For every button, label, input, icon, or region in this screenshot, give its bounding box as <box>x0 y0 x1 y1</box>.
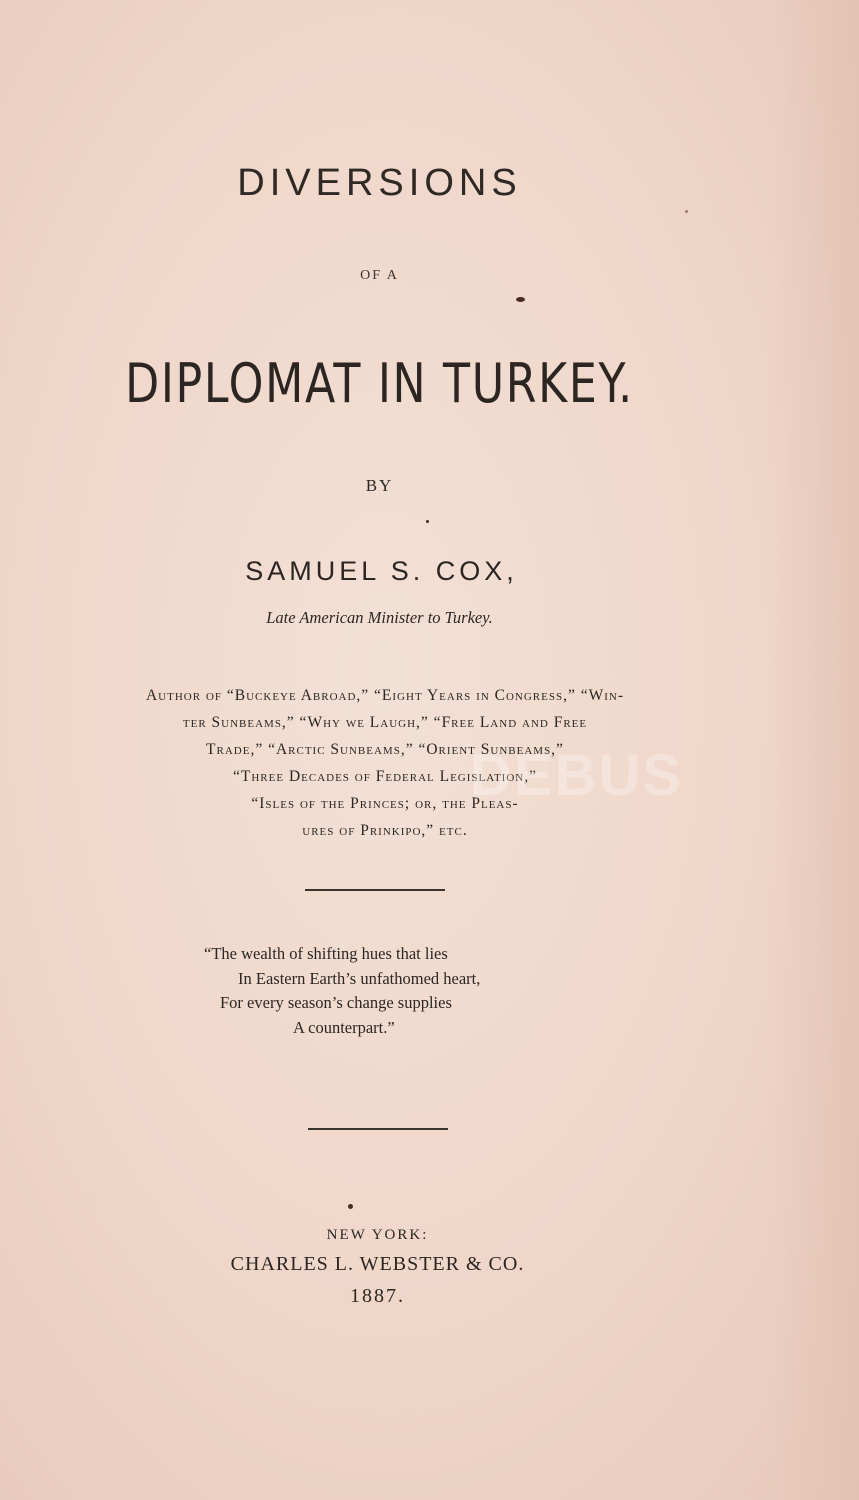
title-connector: OF A <box>360 268 399 283</box>
ink-speck <box>516 297 525 302</box>
title-line-2: DIPLOMAT IN TURKEY. <box>125 352 634 415</box>
title-line-1: DIVERSIONS <box>237 162 522 204</box>
works-line: “Isles of the Princes; or, the Pleas- <box>251 795 519 812</box>
epigraph <box>0 942 859 1040</box>
watermark: DEBUS <box>470 743 684 808</box>
imprint-publisher: CHARLES L. WEBSTER & CO. <box>230 1253 525 1275</box>
works-line: ter Sunbeams,” “Why we Laugh,” “Free Land and Free <box>182 714 588 731</box>
divider-rule <box>305 889 445 891</box>
epigraph-line: “The wealth of shifting hues that lies <box>204 944 448 963</box>
imprint-city: NEW YORK: <box>326 1227 429 1243</box>
ink-speck <box>426 520 429 523</box>
works-line: Trade,” “Arctic Sunbeams,” “Orient Sunbeams,” <box>206 741 564 758</box>
divider-rule <box>308 1128 448 1130</box>
imprint-year: 1887. <box>350 1285 405 1307</box>
ink-speck <box>348 1204 353 1209</box>
author-name: SAMUEL S. COX, <box>245 556 518 586</box>
ink-speck <box>685 210 688 213</box>
epigraph-line: For every season’s change supplies <box>220 993 452 1012</box>
works-line: ures of Prinkipo,” etc. <box>302 822 468 839</box>
works-line: “Three Decades of Federal Legislation,” <box>233 768 537 785</box>
epigraph-line: A counterpart.” <box>293 1017 395 1037</box>
by-line: BY <box>365 476 394 495</box>
works-line: Author of “Buckeye Abroad,” “Eight Years in Congress,” “Win- <box>145 687 625 704</box>
author-role: Late American Minister to Turkey. <box>266 608 493 627</box>
epigraph-line: In Eastern Earth’s unfathomed heart, <box>238 968 481 988</box>
